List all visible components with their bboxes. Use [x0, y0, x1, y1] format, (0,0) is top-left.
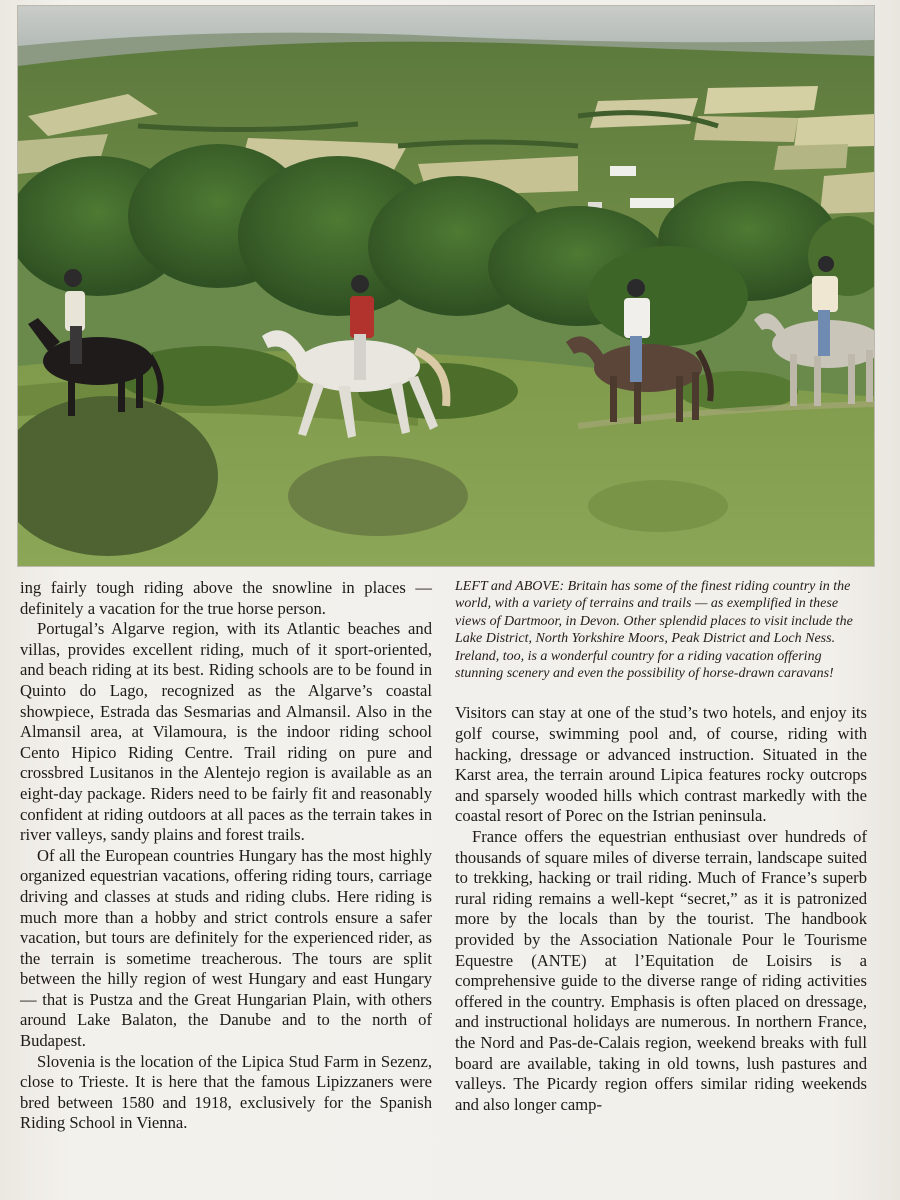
body-paragraph: ing fairly tough riding above the snowline in places — definitely a vacation for the true horse person. [20, 578, 432, 618]
caption-lead: LEFT and ABOVE: [455, 579, 565, 594]
photo-illustration [18, 6, 874, 566]
dartmoor-riders-photo [18, 6, 874, 566]
right-text-column [455, 578, 867, 1115]
body-paragraph: Of all the European countries Hungary has the most highly organized equestrian vacations, offering riding tours, carriage driving and classes at studs and riding clubs. Here riding is much more than a hobby and strict controls ensure a safer vacation, but tours are definitely for the experienced rider, as the terrain is sometime treacherous. The tours are split between the hilly region of west Hungary and east Hungary — that is Pustza and the Great Hungarian Plain, with others around Lake Balaton, the Danube and to the north of Budapest. [20, 845, 432, 1051]
photo-caption [455, 578, 867, 682]
caption-text: Britain has some of the finest riding country in the world, with a variety of terrains and trails — as exemplified in these views of Dartmoor, in Devon. Other splendid places to visit include the Lake District, North Yorkshire Moors, Peak District and Loch Ness. Ireland, too, is a wonderful country for a riding vacation offering stunning scenery and even the possibility of horse-drawn caravans! [455, 579, 853, 682]
body-paragraph: Portugal’s Algarve region, with its Atlantic beaches and villas, provides excellent riding, much of it sport-oriented, and beach riding at its best. Riding schools are to be found in Quinto do Lago, recognized as the Algarve’s coastal showpiece, Estrada das Sesmarias and Almansil. Also in the Almansil area, at Vilamoura, is the indoor riding school Cento Hipico Riding Centre. Trail riding on pure and crossbred Lusitanos in the Alentejo region is available as an eight-day package. Riders need to be fairly fit and reasonably confident at riding outdoors at all paces as the terrain takes in river valleys, sandy plains and forest trails. [20, 619, 432, 845]
body-paragraph: Visitors can stay at one of the stud’s two hotels, and enjoy its golf course, swimming pool and, of course, riding with hacking, dressage or advanced instruction. Situated in the Karst area, the terrain around Lipica features rocky outcrops and sparsely wooded hills which contrast markedly with the coastal resort of Porec on the Istrian peninsula. [455, 703, 867, 826]
left-text-column [20, 578, 432, 1134]
body-paragraph: France offers the equestrian enthusiast over hundreds of thousands of square miles of diverse terrain, landscape suited to trekking, hacking or trail riding. Much of France’s superb rural riding remains a well-kept “secret,” as it is patronized more by the locals than by the tourist. The handbook provided by the Association Nationale Pour le Tourisme Equestre (ANTE) at l’Equitation de Loisirs is a comprehensive guide to the diverse range of riding activities offered in the country. Emphasis is often placed on dressage, and instructional holidays are numerous. In northern France, the Nord and Pas-de-Calais region, weekend breaks with full board are available, taking in old towns, lush pastures and valleys. The Picardy region offers similar riding weekends and also longer camp- [455, 827, 867, 1114]
body-paragraph: Slovenia is the location of the Lipica Stud Farm in Sezenz, close to Trieste. It is here that the famous Lipizzaners were bred between 1580 and 1918, exclusively for the Spanish Riding School in Vienna. [20, 1051, 432, 1133]
